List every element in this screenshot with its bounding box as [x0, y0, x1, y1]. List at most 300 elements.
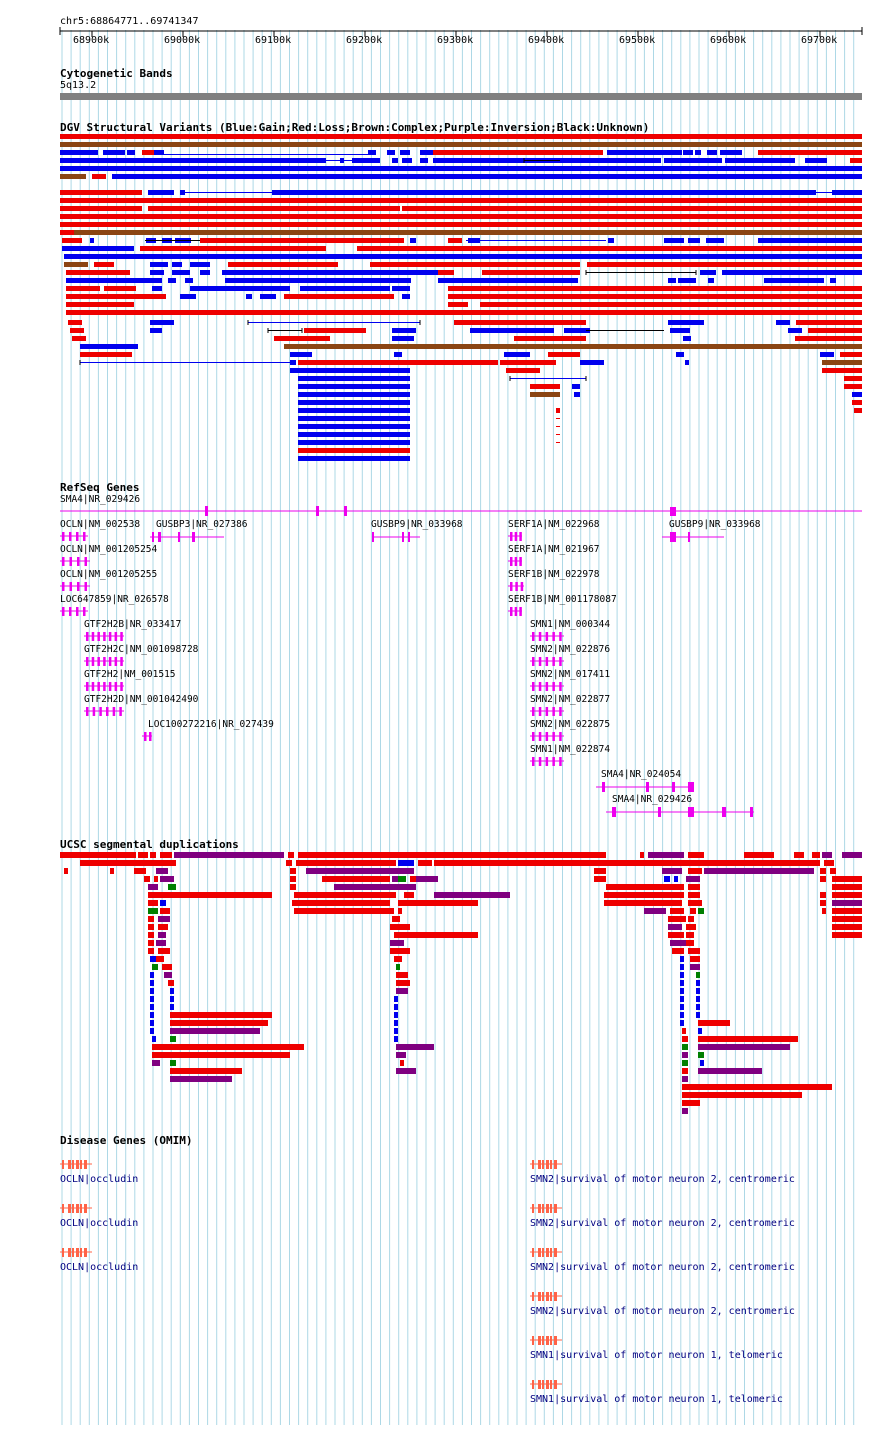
gene-exon	[658, 807, 661, 817]
gene-label[interactable]: GUSBP9|NR_033968	[371, 519, 463, 530]
dgv-variant	[62, 238, 82, 243]
segdup-feature	[168, 980, 174, 986]
omim-exon	[84, 1160, 87, 1169]
dgv-variant	[796, 320, 862, 325]
dgv-variant	[148, 190, 174, 195]
dgv-variant	[304, 328, 366, 333]
segdup-feature	[148, 908, 158, 914]
gene-exon	[532, 757, 535, 766]
segdup-feature	[394, 956, 402, 962]
dgv-variant	[580, 360, 604, 365]
dgv-variant	[284, 294, 394, 299]
segdup-feature	[154, 876, 158, 882]
gene-exon	[149, 732, 152, 741]
segdup-feature	[296, 860, 396, 866]
gene-exon	[510, 532, 513, 541]
segdup-feature	[700, 1060, 704, 1066]
segdup-feature	[686, 876, 700, 882]
gene-exon	[532, 682, 535, 691]
gene-exon	[109, 632, 112, 641]
segdup-feature	[150, 1012, 154, 1018]
dgv-variant	[482, 270, 580, 275]
dgv-variant	[298, 440, 410, 445]
dgv-variant	[420, 158, 428, 163]
segdup-feature	[690, 964, 700, 970]
segdup-feature	[390, 940, 404, 946]
gene-exon	[86, 682, 89, 691]
dgv-variant	[60, 134, 862, 139]
dgv-variant	[548, 352, 580, 357]
omim-exon	[76, 1160, 79, 1169]
dgv-variant	[387, 150, 395, 155]
dgv-variant	[700, 270, 716, 275]
ruler-tick-label: 69400k	[528, 35, 565, 46]
dgv-variant	[402, 158, 412, 163]
cytoband-label: 5q13.2	[60, 80, 97, 91]
dgv-variant	[720, 150, 742, 155]
gene-label[interactable]: SMN2|NM_022876	[530, 644, 611, 655]
gene-label[interactable]: SMN2|NM_017411	[530, 669, 611, 680]
segdup-feature	[696, 972, 700, 978]
segdup-feature	[138, 852, 148, 858]
segdup-feature	[832, 908, 862, 914]
gene-exon	[546, 707, 549, 716]
dgv-variant	[448, 286, 862, 291]
segdup-feature	[80, 860, 176, 866]
dgv-variant	[664, 158, 722, 163]
segdup-feature	[394, 1012, 398, 1018]
dgv-variant	[168, 278, 176, 283]
gene-exon	[510, 557, 513, 566]
dgv-variant	[402, 294, 410, 299]
segdup-feature	[696, 988, 700, 994]
ruler-tick-label: 68900k	[73, 35, 110, 46]
omim-exon	[554, 1292, 557, 1301]
gene-exon	[532, 732, 535, 741]
omim-exon	[546, 1336, 549, 1345]
gene-exon	[92, 657, 95, 666]
gene-exon	[559, 632, 562, 641]
omim-gene-label[interactable]: OCLN|occludin	[60, 1174, 139, 1185]
segdup-feature	[398, 932, 478, 938]
gene-exon	[70, 557, 73, 566]
gene-exon	[539, 732, 542, 741]
gene-exon	[103, 657, 106, 666]
gene-exon	[515, 557, 518, 566]
segdup-feature	[680, 996, 684, 1002]
segdup-feature	[158, 916, 170, 922]
gene-exon	[552, 707, 555, 716]
dgv-variant	[668, 320, 704, 325]
omim-gene-label[interactable]: SMN2|survival of motor neuron 2, centromeric	[530, 1306, 795, 1317]
gene-exon	[552, 757, 555, 766]
dgv-variant	[410, 238, 416, 243]
segdup-feature	[824, 860, 834, 866]
dgv-variant	[664, 238, 684, 243]
dgv-variant	[454, 320, 586, 325]
gene-label[interactable]: SMN2|NM_022877	[530, 694, 611, 705]
dgv-variant	[260, 294, 276, 299]
segdup-feature	[286, 860, 292, 866]
segdup-feature	[150, 1004, 154, 1010]
dgv-variant	[722, 270, 862, 275]
segdup-feature	[168, 884, 176, 890]
dgv-variant	[607, 150, 682, 155]
gene-label[interactable]: LOC100272216|NR_027439	[148, 719, 274, 730]
dgv-variant	[272, 190, 816, 195]
dgv-variant	[150, 320, 174, 325]
segdup-feature	[688, 852, 704, 858]
dgv-variant	[822, 368, 862, 373]
segdup-feature	[606, 884, 684, 890]
gene-exon	[552, 732, 555, 741]
segdup-feature	[294, 892, 366, 898]
dgv-variant	[504, 352, 530, 357]
omim-gene-label[interactable]: SMN2|survival of motor neuron 2, centromeric	[530, 1262, 795, 1273]
segdup-feature	[688, 948, 700, 954]
dgv-variant	[298, 432, 410, 437]
dgv-variant	[66, 270, 130, 275]
omim-exon	[84, 1248, 87, 1257]
gene-label[interactable]: SERF1B|NM_022978	[508, 569, 600, 580]
segdup-feature	[640, 852, 644, 858]
segdup-feature	[150, 1020, 154, 1026]
dgv-variant	[470, 328, 554, 333]
gene-exon	[532, 657, 535, 666]
gene-exon	[510, 582, 513, 591]
segdup-feature	[744, 852, 774, 858]
gene-exon	[120, 632, 123, 641]
dgv-variant	[200, 238, 404, 243]
gene-exon	[344, 506, 347, 516]
segdup-feature	[150, 972, 154, 978]
omim-gene-label[interactable]: SMN2|survival of motor neuron 2, centromeric	[530, 1174, 795, 1185]
gene-label[interactable]: SMN1|NM_000344	[530, 619, 611, 630]
segdup-feature	[704, 868, 814, 874]
segdup-feature	[392, 876, 398, 882]
gene-exon	[559, 657, 562, 666]
dgv-variant	[154, 150, 164, 155]
gene-label[interactable]: SMA4|NR_024054	[601, 769, 682, 780]
dgv-variant	[290, 360, 296, 365]
dgv-variant	[298, 392, 410, 397]
dgv-variant	[357, 246, 862, 251]
gene-label[interactable]: GUSBP9|NR_033968	[669, 519, 761, 530]
omim-gene-label[interactable]: SMN2|survival of motor neuron 2, centromeric	[530, 1218, 795, 1229]
segdup-feature	[396, 964, 400, 970]
omim-exon	[72, 1204, 74, 1213]
dgv-variant	[298, 360, 498, 365]
ruler-tick-label: 69000k	[164, 35, 201, 46]
gene-label[interactable]: OCLN|NM_002538	[60, 519, 141, 530]
gene-label[interactable]: GTF2H2D|NM_001042490	[84, 694, 199, 705]
dgv-variant	[567, 278, 575, 283]
dgv-variant	[840, 352, 862, 357]
segdup-feature	[160, 892, 168, 898]
segdup-feature	[160, 900, 166, 906]
gene-exon	[106, 707, 109, 716]
gene-exon	[670, 532, 676, 542]
gene-exon	[688, 807, 694, 817]
dgv-variant	[298, 456, 410, 461]
segdup-feature	[604, 892, 684, 898]
omim-exon	[546, 1204, 549, 1213]
segdup-feature	[396, 988, 408, 994]
refseq-track-title[interactable]: RefSeq Genes	[60, 481, 140, 494]
dgv-variant	[104, 286, 136, 291]
dgv-variant	[608, 238, 614, 243]
dgv-track-title[interactable]: DGV Structural Variants (Blue:Gain;Red:Loss;Brown:Complex;Purple:Inversion;Black:Unknown)	[60, 121, 650, 134]
omim-exon	[554, 1160, 557, 1169]
segdup-feature	[674, 876, 678, 882]
segdup-feature	[680, 988, 684, 994]
segdup-feature	[434, 892, 510, 898]
dgv-variant	[448, 302, 468, 307]
dgv-variant	[72, 336, 86, 341]
gene-label[interactable]: SMN1|NM_022874	[530, 744, 611, 755]
gene-exon	[115, 682, 118, 691]
omim-exon	[550, 1248, 552, 1257]
omim-gene-label[interactable]: OCLN|occludin	[60, 1262, 139, 1273]
segdup-feature	[162, 964, 172, 970]
dgv-variant	[822, 360, 862, 365]
dgv-variant	[764, 278, 824, 283]
segdup-feature	[174, 852, 284, 858]
dgv-variant	[60, 206, 142, 211]
segdup-feature	[158, 932, 166, 938]
gene-exon	[552, 682, 555, 691]
dgv-variant	[94, 262, 114, 267]
dgv-variant	[852, 392, 862, 397]
dgv-variant	[480, 302, 862, 307]
dgv-variant	[80, 352, 132, 357]
omim-gene-label[interactable]: OCLN|occludin	[60, 1218, 139, 1229]
segdup-feature	[832, 892, 862, 898]
segdup-feature	[682, 1092, 802, 1098]
dgv-variant	[298, 400, 410, 405]
segdup-feature	[152, 1036, 156, 1042]
gene-exon	[109, 657, 112, 666]
dgv-variant	[402, 206, 862, 211]
dgv-variant	[64, 254, 862, 259]
segdup-feature	[390, 924, 410, 930]
segdup-feature	[682, 1028, 686, 1034]
segdup-feature	[680, 1020, 684, 1026]
dgv-variant	[60, 214, 862, 219]
segdup-feature	[396, 1068, 416, 1074]
dgv-variant	[290, 368, 410, 373]
omim-exon	[68, 1248, 71, 1257]
segdup-feature	[682, 1076, 688, 1082]
segdup-feature	[688, 916, 694, 922]
segdup-feature	[680, 964, 684, 970]
gene-label[interactable]: GUSBP3|NR_027386	[156, 519, 248, 530]
segdup-feature	[682, 1052, 688, 1058]
omim-exon	[538, 1248, 541, 1257]
omim-exon	[538, 1204, 541, 1213]
dgv-variant	[708, 278, 714, 283]
segdup-feature	[690, 908, 696, 914]
segdup-feature	[150, 988, 154, 994]
dgv-variant	[685, 360, 689, 365]
dgv-variant	[574, 392, 580, 397]
segdup-feature	[594, 876, 606, 882]
segdup-feature	[160, 908, 170, 914]
omim-exon	[72, 1248, 74, 1257]
segdup-feature	[398, 876, 406, 882]
segdup-feature	[832, 916, 862, 922]
gene-label[interactable]: SERF1A|NM_022968	[508, 519, 600, 530]
segdup-feature	[288, 852, 294, 858]
segdup-feature	[794, 852, 804, 858]
cytoband-track-title[interactable]: Cytogenetic Bands	[60, 67, 173, 80]
gene-exon	[158, 532, 161, 542]
gene-exon	[539, 632, 542, 641]
omim-exon	[550, 1336, 552, 1345]
segdup-feature	[668, 924, 682, 930]
ruler-tick-label: 69700k	[801, 35, 838, 46]
dgv-variant	[676, 352, 684, 357]
dgv-variant	[70, 328, 84, 333]
segdup-feature	[290, 868, 296, 874]
dgv-variant	[707, 150, 717, 155]
segdup-feature	[156, 940, 166, 946]
segdup-feature	[664, 876, 670, 882]
gene-exon	[602, 782, 605, 792]
segdup-feature	[668, 916, 686, 922]
gene-label[interactable]: OCLN|NM_001205254	[60, 544, 158, 555]
segdup-feature	[688, 884, 700, 890]
gene-label[interactable]: LOC647859|NR_026578	[60, 594, 169, 605]
omim-exon	[62, 1204, 64, 1213]
segdup-feature	[820, 868, 826, 874]
segdup-feature	[394, 932, 398, 938]
segdup-feature	[682, 1068, 688, 1074]
gene-label[interactable]: SMA4|NR_029426	[60, 494, 141, 505]
dgv-variant	[150, 270, 164, 275]
omim-exon	[546, 1160, 549, 1169]
segdup-feature	[306, 868, 414, 874]
dgv-variant	[290, 352, 312, 357]
segdup-feature	[170, 1060, 176, 1066]
gene-exon	[103, 632, 106, 641]
gene-label[interactable]: OCLN|NM_001205255	[60, 569, 158, 580]
gene-label[interactable]: SERF1B|NM_001178087	[508, 594, 617, 605]
gene-label[interactable]: GTF2H2B|NR_033417	[84, 619, 182, 630]
dgv-variant	[390, 270, 410, 275]
gene-exon	[688, 782, 694, 792]
omim-gene-label[interactable]: SMN1|survival of motor neuron 1, telomeric	[530, 1350, 783, 1361]
segdup-feature	[832, 900, 862, 906]
segdup-feature	[294, 908, 394, 914]
omim-gene-label[interactable]: SMN1|survival of motor neuron 1, telomeric	[530, 1394, 783, 1405]
segdup-feature	[680, 980, 684, 986]
gene-exon	[539, 682, 542, 691]
gene-exon	[113, 707, 116, 716]
omim-exon	[554, 1204, 557, 1213]
gene-exon	[86, 657, 89, 666]
gene-label[interactable]: SERF1A|NM_021967	[508, 544, 600, 555]
segdup-feature	[150, 1028, 154, 1034]
segdup-feature	[148, 884, 158, 890]
omim-exon	[532, 1380, 534, 1389]
gene-exon	[510, 607, 513, 616]
omim-exon	[546, 1248, 549, 1257]
dgv-variant	[298, 448, 410, 453]
gene-exon	[372, 532, 374, 542]
gene-exon	[115, 632, 118, 641]
segdup-feature	[60, 852, 136, 858]
gene-exon	[86, 707, 89, 716]
omim-exon	[542, 1336, 544, 1345]
dgv-variant	[392, 158, 398, 163]
segdup-feature	[170, 1004, 174, 1010]
dgv-variant	[298, 424, 410, 429]
dgv-variant	[127, 150, 135, 155]
segdup-feature	[698, 908, 704, 914]
segdup-feature	[820, 876, 826, 882]
dgv-variant	[103, 150, 125, 155]
dgv-variant	[776, 320, 790, 325]
gene-label[interactable]: SMN2|NM_022875	[530, 719, 611, 730]
gene-exon	[539, 657, 542, 666]
dgv-variant	[556, 408, 560, 413]
omim-track-title[interactable]: Disease Genes (OMIM)	[60, 1134, 193, 1147]
omim-exon	[550, 1292, 552, 1301]
gene-label[interactable]: GTF2H2C|NM_001098728	[84, 644, 199, 655]
segdup-feature	[148, 900, 158, 906]
segdup-feature	[322, 876, 390, 882]
gene-exon	[76, 607, 79, 616]
gene-label[interactable]: GTF2H2|NM_001515	[84, 669, 176, 680]
dgv-variant	[587, 262, 862, 267]
segdup-feature	[150, 852, 156, 858]
dgv-variant	[150, 328, 162, 333]
gene-exon	[92, 682, 95, 691]
gene-exon	[69, 607, 72, 616]
segdup-feature	[832, 924, 862, 930]
segdup-feature	[682, 1060, 688, 1066]
gene-exon	[62, 557, 65, 566]
gene-label[interactable]: SMA4|NR_029426	[612, 794, 693, 805]
dgv-variant	[688, 238, 700, 243]
dgv-variant	[695, 150, 701, 155]
segdup-feature	[648, 852, 684, 858]
segdup-feature	[160, 876, 174, 882]
dgv-variant	[683, 150, 693, 155]
gene-exon	[92, 632, 95, 641]
gene-exon	[62, 532, 65, 541]
omim-exon	[532, 1336, 534, 1345]
gene-exon	[402, 532, 404, 542]
gene-exon	[77, 557, 80, 566]
segdup-feature	[682, 1108, 688, 1114]
dgv-variant	[185, 278, 193, 283]
segdup-track-title[interactable]: UCSC segmental duplications	[60, 838, 239, 851]
gene-exon	[559, 732, 562, 741]
segdup-feature	[594, 868, 606, 874]
omim-exon	[554, 1248, 557, 1257]
omim-exon	[532, 1248, 534, 1257]
segdup-feature	[682, 1044, 688, 1050]
dgv-variant	[60, 222, 862, 227]
gene-exon	[559, 707, 562, 716]
dgv-variant	[60, 166, 862, 171]
gene-exon	[152, 532, 154, 542]
gene-exon	[722, 807, 726, 817]
gene-exon	[546, 682, 549, 691]
segdup-feature	[134, 868, 146, 874]
